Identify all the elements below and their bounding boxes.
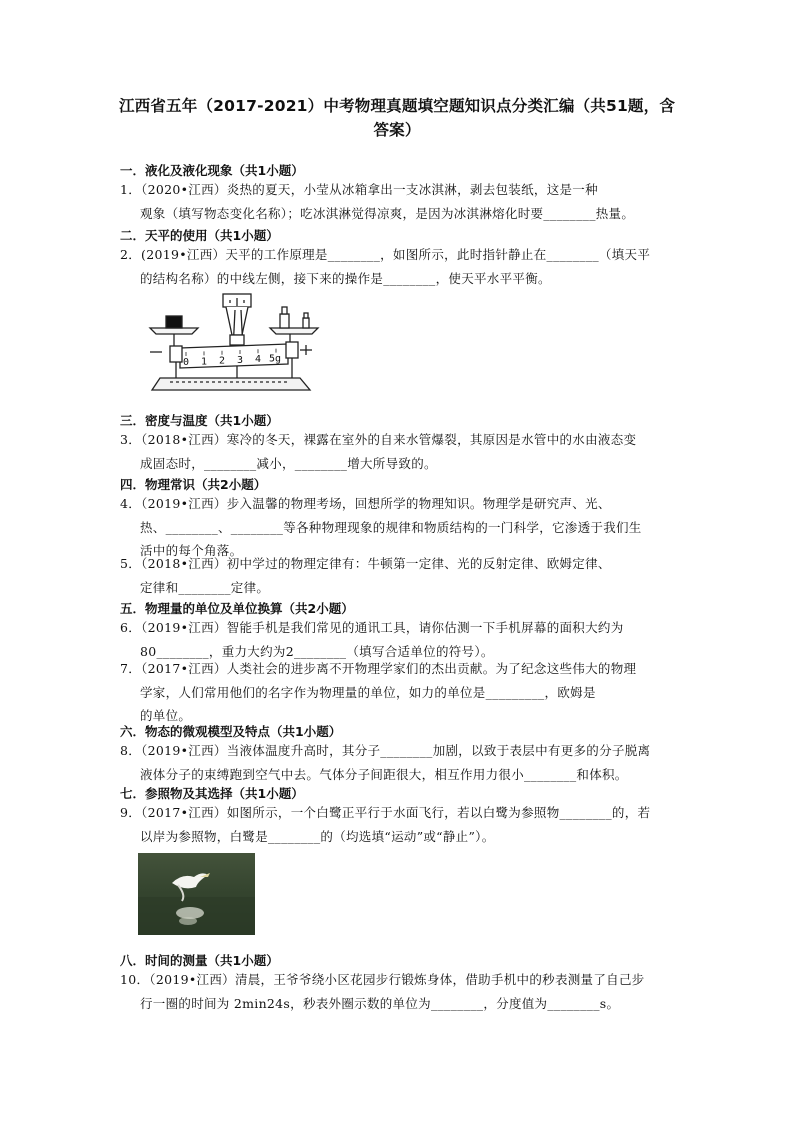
section-heading: 七．参照物及其选择（共1小题） [120,786,304,801]
question-6: 6．（2019•江西）智能手机是我们常见的通讯工具，请你估测一下手机屏幕的面积大约为 80________，重力大约为2________（填写合适单位的符号）。 [120,620,624,659]
question-9: 9．（2017•江西）如图所示，一个白鹭正平行于水面飞行，若以白鹭为参照物________的，若 以岸为参照物，白鹭是________的（均选填“运动”或“静止”）。 [120,805,651,844]
question-1: 1．（2020•江西）炎热的夏天，小莹从冰箱拿出一支冰淇淋，剥去包装纸，这是一种 观象（填写物态变化名称）；吃冰淇淋觉得凉爽，是因为冰淇淋熔化时要________热量。 [120,182,635,221]
question-10: 10．（2019•江西）清晨，王爷爷绕小区花园步行锻炼身体，借助手机中的秒表测量了自己步 行一圈的时间为 2min24s，秒表外圈示数的单位为________，分度值为________s。 [120,972,645,1011]
section-heading: 六．物态的微观模型及特点（共1小题） [120,724,342,739]
question-2: 2．(2019•江西）天平的工作原理是________，如图所示，此时指针静止在________（填天平 的结构名称）的中线左侧，接下来的操作是________，使天平水平平衡。 [120,247,651,286]
scale-number: 3 [237,354,244,366]
section-heading: 五．物理量的单位及单位换算（共2小题） [120,601,354,616]
egret-photo [138,853,255,935]
scale-number: 4 [255,354,262,366]
balance-figure [140,290,320,400]
question-8: 8．（2019•江西）当液体温度升高时，其分子________加剧，以致于表层中有更多的分子脱离 液体分子的束缚跑到空气中去。气体分子间距很大，相互作用力很小________和体积。 [120,743,651,782]
section-heading: 二．天平的使用（共1小题） [120,228,279,243]
section-heading: 三．密度与温度（共1小题） [120,413,279,428]
egret-illustration [138,853,255,935]
question-7: 7．（2017•江西）人类社会的进步离不开物理学家们的杰出贡献。为了纪念这些伟大的物理 学家，人们常用他们的名字作为物理量的单位，如力的单位是_________，欧姆是 的单位。 [120,661,637,723]
document-title [112,94,682,142]
title-line-1: 江西省五年（2017-2021）中考物理真题填空题知识点分类汇编（共51题，含 [118,97,676,115]
scale-number: 2 [219,355,226,367]
section-heading: 一．液化及液化现象（共1小题） [120,163,304,178]
question-3: 3．（2018•江西）寒冷的冬天，裸露在室外的自来水管爆裂，其原因是水管中的水由液态变 成固态时，________减小，________增大所导致的。 [120,432,637,471]
question-5: 5．（2018•江西）初中学过的物理定律有：牛顿第一定律、光的反射定律、欧姆定律、 定律和________定律。 [120,556,611,595]
scale-number: 1 [201,356,208,368]
question-4: 4．（2019•江西）步入温馨的物理考场，回想所学的物理知识。物理学是研究声、光、 热、________、________等各种物理现象的规律和物质结构的一门科学，它渗透于我们生 活中的每个角落。 [120,496,642,558]
title-line-2: 答案） [373,121,421,139]
scale-number: 0 [183,357,190,368]
section-heading: 四．物理常识（共2小题） [120,477,267,492]
section-heading: 八．时间的测量（共1小题） [120,953,279,968]
scale-number: 5g [269,353,282,365]
